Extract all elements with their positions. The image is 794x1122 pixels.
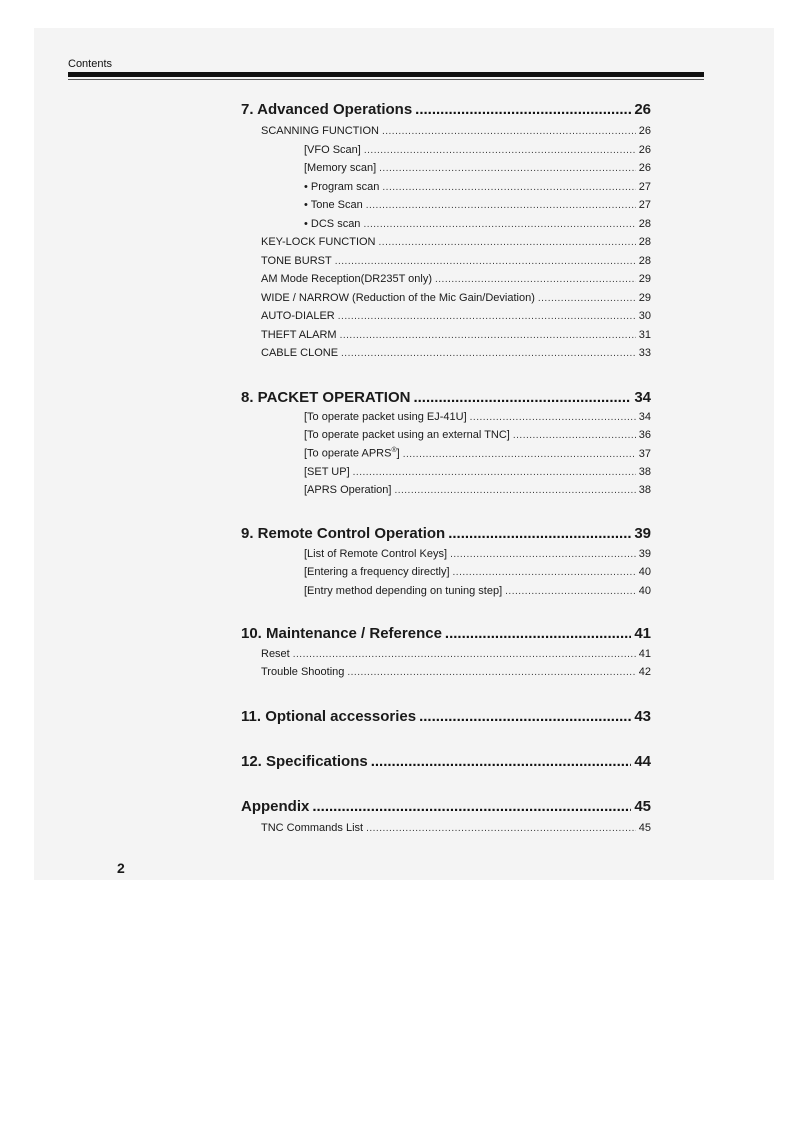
toc-title: AUTO-DIALER (261, 310, 335, 322)
toc-entry (304, 411, 651, 423)
toc-page: 38 (638, 466, 651, 478)
toc-page: 38 (638, 484, 651, 496)
toc-page: 40 (638, 566, 651, 578)
toc-title: [To operate APRS®] (304, 447, 400, 460)
toc-entry (261, 347, 651, 359)
toc-entry (261, 648, 651, 660)
registered-mark: ® (391, 447, 397, 454)
toc-title: Reset (261, 648, 290, 660)
toc-title: TONE BURST (261, 255, 332, 267)
toc-entry (261, 822, 651, 834)
toc-title: AM Mode Reception(DR235T only) (261, 273, 432, 285)
toc-entry (261, 329, 651, 341)
toc-page: 34 (634, 389, 651, 406)
toc-title: 7. Advanced Operations (241, 101, 413, 118)
toc-title: CABLE CLONE (261, 347, 339, 359)
toc-title: • Tone Scan (304, 199, 363, 211)
toc-entry (304, 181, 651, 193)
toc-entry (261, 255, 651, 267)
toc-page: 26 (638, 162, 651, 174)
header-rule-thick (68, 72, 704, 77)
toc-page: 45 (634, 798, 651, 815)
toc-page: 28 (638, 236, 651, 248)
toc-title: THEFT ALARM (261, 329, 337, 341)
header-rule-thin (68, 79, 704, 80)
toc-title: WIDE / NARROW (Reduction of the Mic Gain/Deviation) (261, 292, 535, 304)
toc-entry (304, 585, 651, 597)
toc-page: 37 (638, 447, 651, 460)
toc-page: 26 (638, 125, 651, 137)
toc-section-appendix (241, 798, 651, 815)
toc-page: 30 (638, 310, 651, 322)
toc-title: TNC Commands List (261, 822, 364, 834)
toc-section-8 (241, 389, 651, 406)
toc-section-11 (241, 708, 651, 725)
toc-section-10 (241, 625, 651, 642)
toc-entry (304, 548, 651, 560)
toc-title: [VFO Scan] (304, 144, 361, 156)
toc-entry (304, 466, 651, 478)
toc-title: [Entry method depending on tuning step] (304, 585, 503, 597)
toc-title: • Program scan (304, 181, 380, 193)
toc-entry (304, 144, 651, 156)
toc-title: 8. PACKET OPERATION (241, 389, 411, 406)
toc-page: 42 (638, 666, 651, 678)
toc-entry (304, 447, 651, 460)
toc-entry (304, 484, 651, 496)
toc-title: 9. Remote Control Operation (241, 525, 446, 542)
toc-section-12 (241, 753, 651, 770)
toc-entry (304, 429, 651, 441)
toc-title: 11. Optional accessories (241, 708, 417, 725)
toc-page: 45 (638, 822, 651, 834)
toc-page: 26 (634, 101, 651, 118)
toc-page: 41 (634, 625, 651, 642)
toc-title: Appendix (241, 798, 310, 815)
toc-entry (261, 236, 651, 248)
toc-entry (261, 292, 651, 304)
toc-page: 40 (638, 585, 651, 597)
toc-page: 33 (638, 347, 651, 359)
toc-page: 26 (638, 144, 651, 156)
toc-title: • DCS scan (304, 218, 361, 230)
toc-page: 28 (638, 218, 651, 230)
toc-entry (261, 310, 651, 322)
toc-page: 43 (634, 708, 651, 725)
toc-entry (261, 666, 651, 678)
toc-section-7 (241, 101, 651, 118)
toc-title: [Memory scan] (304, 162, 377, 174)
toc-entry (261, 125, 651, 137)
toc-page: 28 (638, 255, 651, 267)
toc-title: [SET UP] (304, 466, 350, 478)
toc-entry (261, 273, 651, 285)
toc-entry (304, 199, 651, 211)
toc-entry (304, 218, 651, 230)
toc-title: Trouble Shooting (261, 666, 345, 678)
toc-entry (304, 162, 651, 174)
toc-page: 31 (638, 329, 651, 341)
toc-section-9 (241, 525, 651, 542)
toc-page: 29 (638, 273, 651, 285)
running-header: Contents (68, 58, 113, 70)
toc-page: 36 (638, 429, 651, 441)
page-number: 2 (117, 860, 125, 876)
toc-title: [To operate packet using an external TNC] (304, 429, 510, 441)
toc-title: [List of Remote Control Keys] (304, 548, 448, 560)
toc-title: KEY-LOCK FUNCTION (261, 236, 376, 248)
toc-title: SCANNING FUNCTION (261, 125, 379, 137)
toc-title: 12. Specifications (241, 753, 368, 770)
toc-page: 27 (638, 199, 651, 211)
toc-title: [APRS Operation] (304, 484, 392, 496)
toc-page: 41 (638, 648, 651, 660)
toc-page: 27 (638, 181, 651, 193)
toc-page: 34 (638, 411, 651, 423)
toc-title: [Entering a frequency directly] (304, 566, 450, 578)
toc-page: 39 (634, 525, 651, 542)
toc-page: 44 (634, 753, 651, 770)
toc-entry (304, 566, 651, 578)
toc-page: 29 (638, 292, 651, 304)
toc-page: 39 (638, 548, 651, 560)
toc-title: 10. Maintenance / Reference (241, 625, 442, 642)
toc-title: [To operate packet using EJ-41U] (304, 411, 467, 423)
